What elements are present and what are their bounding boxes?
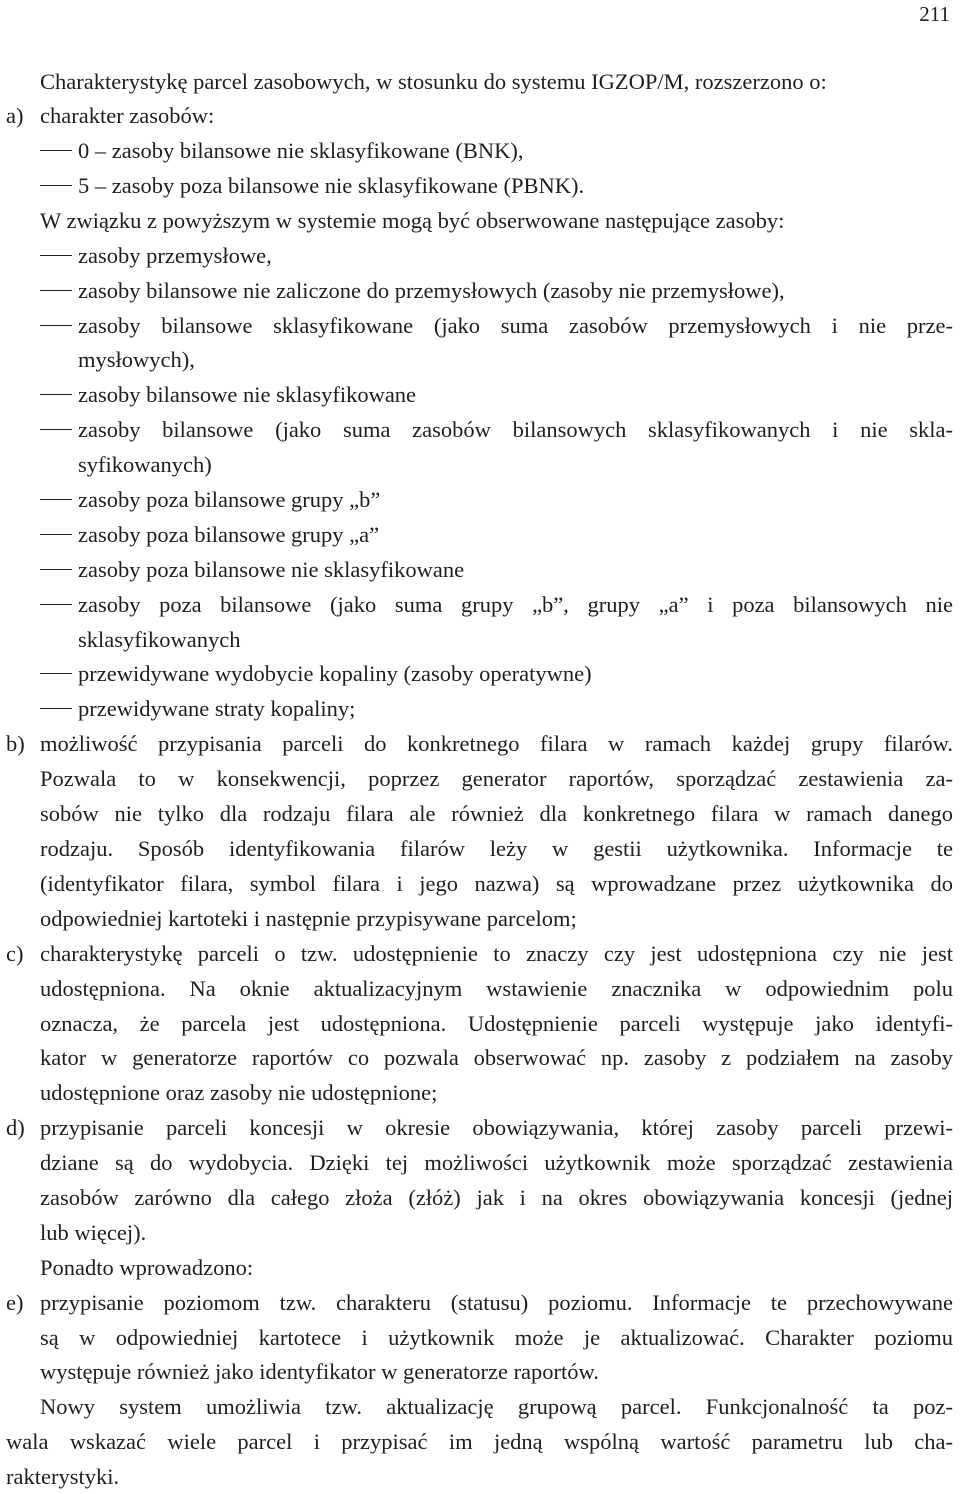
text-line <box>40 1219 146 1247</box>
line-text: przypisanie poziomom tzw. charakteru (statusu) poziomu. Informacje te przechowywane <box>40 1290 953 1315</box>
line-text: 5 – zasoby poza bilansowe nie sklasyfikowane (PBNK). <box>78 173 585 198</box>
line-text: zasobów zarówno dla całego złoża (złóż) jak i na okres obowiązywania koncesji (jednej <box>40 1185 953 1210</box>
line-text: Ponadto wprowadzono: <box>40 1255 254 1280</box>
text-line <box>40 207 784 235</box>
text-line <box>40 940 953 968</box>
text-line <box>40 381 416 409</box>
text-line <box>40 1358 599 1386</box>
em-dash-bullet-icon <box>40 499 72 500</box>
em-dash-bullet-icon <box>40 290 72 291</box>
em-dash-bullet-icon <box>40 429 72 430</box>
line-text: rakterystyki. <box>6 1464 120 1489</box>
text-line <box>40 730 953 758</box>
text-line <box>40 1254 253 1282</box>
line-text: (identyfikator filara, symbol filara i jego nazwa) są wprowadzane przez użytkownika do <box>40 871 953 896</box>
line-text: możliwość przypisania parceli do konkretnego filara w ramach każdej grupy filarów. <box>40 731 953 756</box>
text-line <box>40 102 214 130</box>
line-text: przewidywane wydobycie kopaliny (zasoby operatywne) <box>78 661 592 686</box>
line-text: e) <box>6 1290 24 1315</box>
line-text: lub więcej). <box>40 1220 147 1245</box>
line-text: kator w generatorze raportów co pozwala obserwować np. zasoby z podziałem na zasoby <box>40 1045 953 1070</box>
text-line <box>40 1184 953 1212</box>
text-line <box>40 1393 953 1421</box>
line-text: sobów nie tylko dla rodzaju filara ale również dla konkretnego filara w ramach danego <box>40 801 953 826</box>
text-line <box>40 1044 953 1072</box>
em-dash-bullet-icon <box>40 673 72 674</box>
text-line <box>78 626 240 654</box>
line-text: b) <box>6 731 25 756</box>
line-text: zasoby bilansowe nie zaliczone do przemysłowych (zasoby nie przemysłowe), <box>78 278 785 303</box>
line-text: zasoby przemysłowe, <box>78 243 272 268</box>
text-line <box>6 102 23 130</box>
em-dash-bullet-icon <box>40 394 72 395</box>
text-line <box>40 1079 437 1107</box>
line-text: 0 – zasoby bilansowe nie sklasyfikowane (BNK), <box>78 138 524 163</box>
line-text: Charakterystykę parcel zasobowych, w stosunku do systemu IGZOP/M, rozszerzono o: <box>40 69 827 94</box>
line-text: udostępnione oraz zasoby nie udostępnione; <box>40 1080 438 1105</box>
text-line <box>40 905 577 933</box>
text-line <box>40 765 953 793</box>
em-dash-bullet-icon <box>40 185 72 186</box>
text-line <box>40 277 785 305</box>
text-line <box>40 137 524 165</box>
line-text: zasoby poza bilansowe (jako suma grupy „b”, grupy „a” i poza bilansowych nie <box>78 592 953 617</box>
line-text: są w odpowiedniej kartotece i użytkownik może je aktualizować. Charakter poziomu <box>40 1325 953 1350</box>
text-line <box>40 660 592 688</box>
em-dash-bullet-icon <box>40 150 72 151</box>
line-text: zasoby poza bilansowe grupy „a” <box>78 522 380 547</box>
line-text: wala wskazać wiele parcel i przypisać im jedną wspólną wartość parametru lub cha- <box>6 1429 953 1454</box>
line-text: zasoby poza bilansowe grupy „b” <box>78 487 381 512</box>
em-dash-bullet-icon <box>40 534 72 535</box>
text-line <box>78 451 212 479</box>
line-text: udostępniona. Na oknie aktualizacyjnym wstawienie znacznika w odpowiednim polu <box>40 976 953 1001</box>
line-text: przewidywane straty kopaliny; <box>78 696 356 721</box>
line-text: przypisanie parceli koncesji w okresie obowiązywania, której zasoby parceli przewi- <box>40 1115 953 1140</box>
line-text: dziane są do wydobycia. Dzięki tej możliwości użytkownik może sporządzać zestawienia <box>40 1150 953 1175</box>
text-line <box>40 556 464 584</box>
text-line <box>6 940 23 968</box>
text-line <box>40 800 953 828</box>
text-line <box>40 242 272 270</box>
line-text: rodzaju. Sposób identyfikowania filarów leży w gestii użytkownika. Informacje te <box>40 836 953 861</box>
text-line <box>40 1324 953 1352</box>
text-line <box>40 1114 953 1142</box>
em-dash-bullet-icon <box>40 255 72 256</box>
line-text: syfikowanych) <box>78 452 212 477</box>
text-line <box>6 730 25 758</box>
text-line <box>78 346 195 374</box>
line-text: mysłowych), <box>78 347 195 372</box>
line-text: występuje również jako identyfikator w generatorze raportów. <box>40 1359 599 1384</box>
text-line <box>40 486 380 514</box>
line-text: a) <box>6 103 24 128</box>
line-text: W związku z powyższym w systemie mogą być obserwowane następujące zasoby: <box>40 208 785 233</box>
text-line <box>40 68 827 96</box>
em-dash-bullet-icon <box>40 569 72 570</box>
line-text: zasoby poza bilansowe nie sklasyfikowane <box>78 557 465 582</box>
line-text: charakterystykę parceli o tzw. udostępnienie to znaczy czy jest udostępniona czy nie jest <box>40 941 953 966</box>
line-text: oznacza, że parcela jest udostępniona. Udostępnienie parceli występuje jako identyfi- <box>40 1011 953 1036</box>
text-line <box>40 1010 953 1038</box>
text-line <box>40 1149 953 1177</box>
line-text: zasoby bilansowe (jako suma zasobów bilansowych sklasyfikowanych i nie skla- <box>78 417 953 442</box>
line-text: zasoby bilansowe nie sklasyfikowane <box>78 382 417 407</box>
text-line <box>6 1289 23 1317</box>
text-line <box>40 695 355 723</box>
line-text: odpowiedniej kartoteki i następnie przypisywane parcelom; <box>40 906 577 931</box>
text-line <box>40 312 953 340</box>
line-text: Pozwala to w konsekwencji, poprzez generator raportów, sporządzać zestawienia za- <box>40 766 953 791</box>
text-line <box>40 172 584 200</box>
em-dash-bullet-icon <box>40 325 72 326</box>
text-line <box>6 1114 25 1142</box>
line-text: charakter zasobów: <box>40 103 215 128</box>
text-line <box>40 835 953 863</box>
page-number: 211 <box>919 2 950 26</box>
line-text: c) <box>6 941 24 966</box>
em-dash-bullet-icon <box>40 604 72 605</box>
line-text: d) <box>6 1115 25 1140</box>
text-line <box>40 870 953 898</box>
em-dash-bullet-icon <box>40 708 72 709</box>
text-line <box>40 975 953 1003</box>
text-line <box>6 1463 119 1491</box>
text-line <box>40 591 953 619</box>
line-text: zasoby bilansowe sklasyfikowane (jako suma zasobów przemysłowych i nie prze- <box>78 313 953 338</box>
text-line <box>40 416 953 444</box>
line-text: sklasyfikowanych <box>78 627 241 652</box>
text-line <box>6 1428 953 1456</box>
text-line <box>40 521 379 549</box>
text-line <box>40 1289 953 1317</box>
line-text: Nowy system umożliwia tzw. aktualizację grupową parcel. Funkcjonalność ta poz- <box>40 1394 953 1419</box>
